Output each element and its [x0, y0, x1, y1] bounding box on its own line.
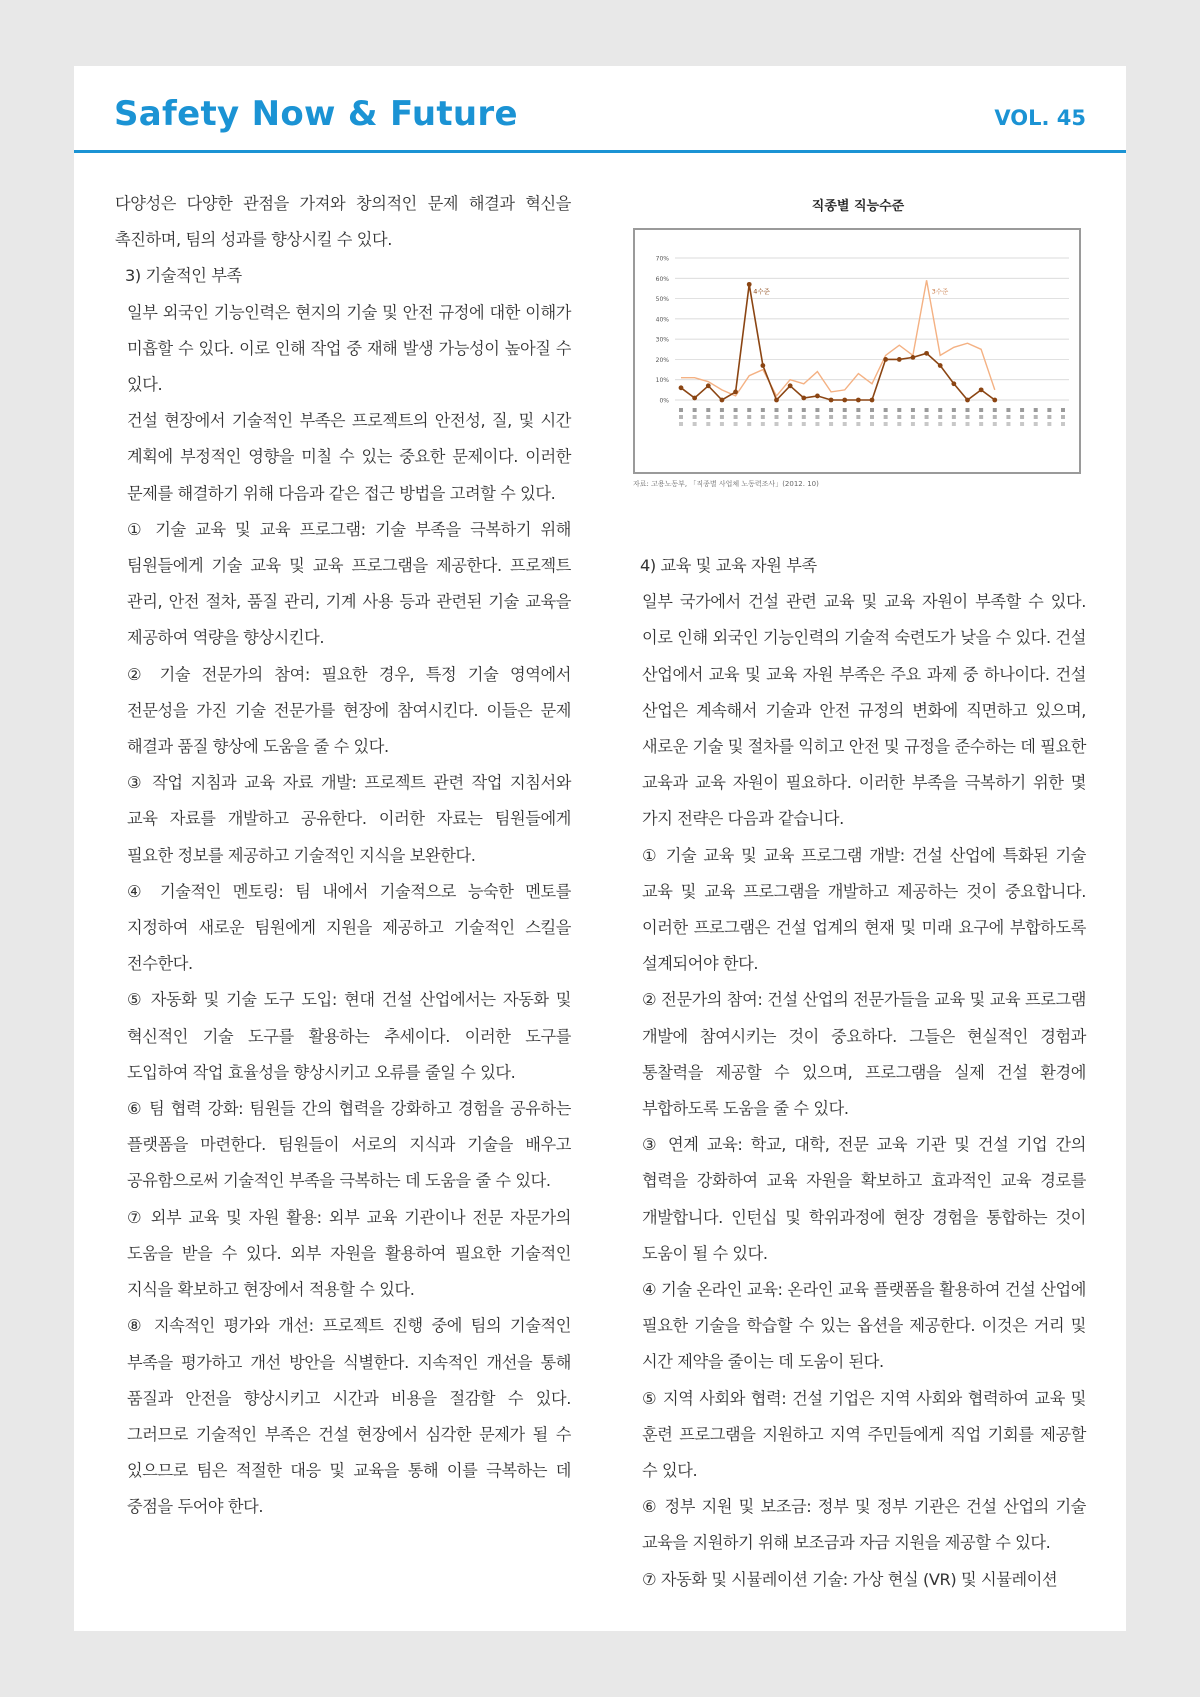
chart-title: 직종별 직능수준	[811, 199, 905, 214]
x-tick-mark	[1006, 422, 1010, 426]
x-tick-mark	[1020, 422, 1024, 426]
x-tick-mark	[897, 408, 901, 412]
data-point	[897, 357, 902, 362]
x-tick-mark	[747, 415, 751, 419]
data-point	[829, 398, 834, 403]
x-tick-mark	[938, 408, 942, 412]
x-tick-mark	[897, 422, 901, 426]
paragraph: ② 전문가의 참여: 건설 산업의 전문가들을 교육 및 교육 프로그램 개발에 참여시키는 것이 중요하다. 그들은 현실적인 경험과 통찰력을 제공할 수 있으며, 프로그램을 실제 건설 환경에 부합하도록 도움을 줄 수 있다.	[642, 990, 1086, 1119]
data-point	[760, 363, 765, 368]
data-point	[815, 394, 820, 399]
paragraph: ⑤ 지역 사회와 협력: 건설 기업은 지역 사회와 협력하여 교육 및 훈련 프로그램을 지원하고 지역 주민들에게 직업 기회를 제공할 수 있다.	[642, 1388, 1086, 1481]
x-tick-mark	[884, 415, 888, 419]
x-tick-mark	[1034, 408, 1038, 412]
data-point	[883, 357, 888, 362]
x-tick-mark	[911, 422, 915, 426]
y-tick-label: 60%	[655, 275, 669, 283]
data-point	[870, 398, 875, 403]
x-tick-mark	[979, 408, 983, 412]
paragraph: ④ 기술적인 멘토링: 팀 내에서 기술적으로 능숙한 멘토를 지정하여 새로운 팀원에게 지원을 제공하고 기술적인 스킬을 전수한다.	[127, 881, 571, 974]
paragraph: ③ 작업 지침과 교육 자료 개발: 프로젝트 관련 작업 지침서와 교육 자료를 개발하고 공유한다. 이러한 자료는 팀원들에게 필요한 정보를 제공하고 기술적인 지식을 보완한다.	[127, 773, 571, 865]
paragraph: ⑤ 자동화 및 기술 도구 도입: 현대 건설 산업에서는 자동화 및 혁신적인 기술 도구를 활용하는 추세이다. 이러한 도구를 도입하여 작업 효율성을 향상시키고 오류를 줄일 수 있다.	[127, 990, 571, 1082]
x-tick-mark	[693, 408, 697, 412]
data-point	[951, 381, 956, 386]
data-point	[692, 396, 697, 401]
paragraph: ① 기술 교육 및 교육 프로그램: 기술 부족을 극복하기 위해 팀원들에게 기술 교육 및 교육 프로그램을 제공한다. 프로젝트 관리, 안전 절차, 품질 관리, 기계 사용 등과 관련된 기술 교육을 제공하여 역량을 향상시킨다.	[127, 519, 571, 648]
magazine-title: Safety Now & Future	[114, 94, 518, 134]
x-tick-mark	[788, 422, 792, 426]
x-tick-mark	[952, 422, 956, 426]
x-tick-mark	[679, 408, 683, 412]
data-point	[679, 385, 684, 390]
x-tick-mark	[734, 408, 738, 412]
paragraph: ⑦ 자동화 및 시뮬레이션 기술: 가상 현실 (VR) 및 시뮬레이션	[642, 1569, 1058, 1589]
x-tick-mark	[870, 422, 874, 426]
data-point	[747, 282, 752, 287]
x-tick-mark	[829, 415, 833, 419]
x-tick-mark	[1047, 408, 1051, 412]
x-tick-mark	[734, 415, 738, 419]
x-tick-mark	[870, 408, 874, 412]
x-tick-mark	[775, 408, 779, 412]
x-tick-mark	[1047, 415, 1051, 419]
x-tick-mark	[693, 415, 697, 419]
x-tick-mark	[966, 422, 970, 426]
paragraph: 건설 현장에서 기술적인 부족은 프로젝트의 안전성, 질, 및 시간 계획에 부정적인 영향을 미칠 수 있는 중요한 문제이다. 이러한 문제를 해결하기 위해 다음과 같은 접근 방법을 고려할 수 있다.	[127, 411, 571, 503]
x-tick-mark	[802, 408, 806, 412]
x-tick-mark	[1006, 408, 1010, 412]
x-tick-mark	[966, 408, 970, 412]
x-tick-mark	[925, 408, 929, 412]
series-label: 3수준	[931, 287, 949, 296]
x-tick-mark	[843, 422, 847, 426]
x-tick-mark	[706, 422, 710, 426]
x-tick-mark	[993, 408, 997, 412]
x-tick-mark	[720, 408, 724, 412]
paragraph: ② 기술 전문가의 참여: 필요한 경우, 특정 기술 영역에서 전문성을 가진 기술 전문가를 현장에 참여시킨다. 이들은 문제 해결과 품질 향상에 도움을 줄 수 있다.	[127, 664, 571, 757]
x-tick-mark	[856, 415, 860, 419]
x-tick-mark	[679, 422, 683, 426]
x-tick-mark	[925, 422, 929, 426]
x-tick-mark	[938, 422, 942, 426]
y-tick-label: 30%	[655, 336, 669, 344]
x-tick-mark	[1020, 408, 1024, 412]
data-point	[992, 398, 997, 403]
x-tick-mark	[829, 422, 833, 426]
data-point	[842, 398, 847, 403]
x-tick-mark	[747, 408, 751, 412]
x-tick-mark	[884, 422, 888, 426]
volume-number: VOL. 45	[994, 106, 1086, 130]
y-tick-label: 40%	[655, 316, 669, 324]
y-tick-label: 0%	[659, 397, 669, 405]
x-tick-mark	[706, 408, 710, 412]
x-tick-mark	[938, 415, 942, 419]
x-tick-mark	[761, 415, 765, 419]
x-tick-mark	[706, 415, 710, 419]
x-tick-mark	[966, 415, 970, 419]
x-tick-mark	[815, 422, 819, 426]
x-tick-mark	[979, 415, 983, 419]
section-heading: 4) 교육 및 교육 자원 부족	[640, 556, 817, 575]
x-tick-mark	[802, 422, 806, 426]
x-tick-mark	[761, 422, 765, 426]
paragraph: ① 기술 교육 및 교육 프로그램 개발: 건설 산업에 특화된 기술 교육 및 교육 프로그램을 개발하고 제공하는 것이 중요합니다. 이러한 프로그램은 건설 업계의 현재 및 미래 요구에 부합하도록 설계되어야 한다.	[642, 845, 1086, 974]
series-label: 4수준	[753, 287, 770, 296]
x-tick-mark	[761, 408, 765, 412]
x-tick-mark	[775, 415, 779, 419]
paragraph: ⑥ 팀 협력 강화: 팀원들 간의 협력을 강화하고 경험을 공유하는 플랫폼을 마련한다. 팀원들이 서로의 지식과 기술을 배우고 공유함으로써 기술적인 부족을 극복하는 데 도움을 줄 수 있다.	[127, 1099, 571, 1191]
x-tick-mark	[775, 422, 779, 426]
data-point	[938, 363, 943, 368]
data-point	[924, 351, 929, 356]
x-tick-mark	[897, 415, 901, 419]
paragraph: ⑦ 외부 교육 및 자원 활용: 외부 교육 기관이나 전문 자문가의 도움을 받을 수 있다. 외부 자원을 활용하여 필요한 기술적인 지식을 확보하고 현장에서 적용할 수 있다.	[127, 1207, 571, 1300]
x-tick-mark	[911, 408, 915, 412]
x-tick-mark	[884, 408, 888, 412]
x-tick-mark	[1047, 422, 1051, 426]
y-tick-label: 70%	[655, 255, 669, 263]
data-point	[801, 396, 806, 401]
series-line	[681, 284, 995, 400]
left-column	[115, 186, 571, 1526]
x-tick-mark	[952, 415, 956, 419]
x-tick-mark	[679, 415, 683, 419]
x-tick-mark	[720, 422, 724, 426]
x-tick-mark	[1061, 415, 1065, 419]
data-point	[720, 398, 725, 403]
x-tick-mark	[815, 415, 819, 419]
x-tick-mark	[1034, 415, 1038, 419]
line-chart	[635, 230, 1079, 472]
chart-figure	[630, 186, 1086, 491]
x-tick-mark	[843, 408, 847, 412]
page	[74, 66, 1126, 1631]
x-tick-mark	[952, 408, 956, 412]
x-tick-mark	[856, 422, 860, 426]
section-heading: 3) 기술적인 부족	[125, 266, 242, 286]
x-tick-mark	[1006, 415, 1010, 419]
data-point	[706, 383, 711, 388]
x-tick-mark	[829, 408, 833, 412]
data-point	[788, 383, 793, 388]
data-point	[774, 398, 779, 403]
paragraph: ⑧ 지속적인 평가와 개선: 프로젝트 진행 중에 팀의 기술적인 부족을 평가하고 개선 방안을 식별한다. 지속적인 개선을 통해 품질과 안전을 향상시키고 시간과 비용을 절감할 수 있다. 그러므로 기술적인 부족은 건설 현장에서 심각한 문제가 될 수 있으므로 팀은 적절한 대응 및 교육을 통해 이를 극복하는 데 중점을 두어야 한다.	[127, 1316, 571, 1517]
x-tick-mark	[870, 415, 874, 419]
x-tick-mark	[815, 408, 819, 412]
paragraph: 일부 국가에서 건설 관련 교육 및 교육 자원이 부족할 수 있다. 이로 인해 외국인 기능인력의 기술적 숙련도가 낮을 수 있다. 건설 산업에서 교육 및 교육 자원 부족은 주요 과제 중 하나이다. 건설 산업은 계속해서 기술과 안전 규정의 변화에 직면하고 있으며, 새로운 기술 및 절차를 익히고 안전 및 규정을 준수하는 데 필요한 교육과 교육 자원이 필요하다. 이러한 부족을 극복하기 위한 몇 가지 전략은 다음과 같습니다.	[642, 592, 1086, 829]
paragraph: ④ 기술 온라인 교육: 온라인 교육 플랫폼을 활용하여 건설 산업에 필요한 기술을 학습할 수 있는 옵션을 제공한다. 이것은 거리 및 시간 제약을 줄이는 데 도움이 된다.	[642, 1280, 1086, 1372]
x-tick-mark	[1061, 408, 1065, 412]
x-tick-mark	[925, 415, 929, 419]
paragraph: 다양성은 다양한 관점을 가져와 창의적인 문제 해결과 혁신을 촉진하며, 팀의 성과를 향상시킬 수 있다.	[115, 194, 571, 250]
chart-frame	[633, 228, 1081, 474]
data-point	[911, 355, 916, 360]
series-line	[681, 280, 995, 396]
x-tick-mark	[693, 422, 697, 426]
x-tick-mark	[747, 422, 751, 426]
x-tick-mark	[1061, 422, 1065, 426]
data-point	[979, 387, 984, 392]
x-tick-mark	[911, 415, 915, 419]
paragraph: ③ 연계 교육: 학교, 대학, 전문 교육 기관 및 건설 기업 간의 협력을 강화하여 교육 자원을 확보하고 효과적인 교육 경로를 개발합니다. 인턴십 및 학위과정에 현장 경험을 통합하는 것이 도움이 될 수 있다.	[642, 1135, 1086, 1263]
x-tick-mark	[788, 408, 792, 412]
chart-source: 자료: 고용노동부, 「직종별 사업체 노동력조사」(2012. 10)	[633, 480, 819, 488]
x-tick-mark	[802, 415, 806, 419]
x-tick-mark	[843, 415, 847, 419]
y-tick-label: 50%	[655, 296, 669, 304]
x-tick-mark	[734, 422, 738, 426]
x-tick-mark	[993, 422, 997, 426]
data-point	[733, 389, 738, 394]
x-tick-mark	[856, 408, 860, 412]
data-point	[856, 398, 861, 403]
x-tick-mark	[979, 422, 983, 426]
x-tick-mark	[788, 415, 792, 419]
header-divider	[74, 150, 1126, 153]
x-tick-mark	[720, 415, 724, 419]
y-tick-label: 20%	[655, 356, 669, 364]
x-tick-mark	[1034, 422, 1038, 426]
paragraph: 일부 외국인 기능인력은 현지의 기술 및 안전 규정에 대한 이해가 미흡할 수 있다. 이로 인해 작업 중 재해 발생 가능성이 높아질 수 있다.	[127, 302, 571, 395]
y-tick-label: 10%	[655, 377, 669, 385]
data-point	[965, 398, 970, 403]
paragraph: ⑥ 정부 지원 및 보조금: 정부 및 정부 기관은 건설 산업의 기술 교육을 지원하기 위해 보조금과 자금 지원을 제공할 수 있다.	[642, 1497, 1086, 1553]
x-tick-mark	[993, 415, 997, 419]
right-column	[630, 548, 1086, 1598]
x-tick-mark	[1020, 415, 1024, 419]
